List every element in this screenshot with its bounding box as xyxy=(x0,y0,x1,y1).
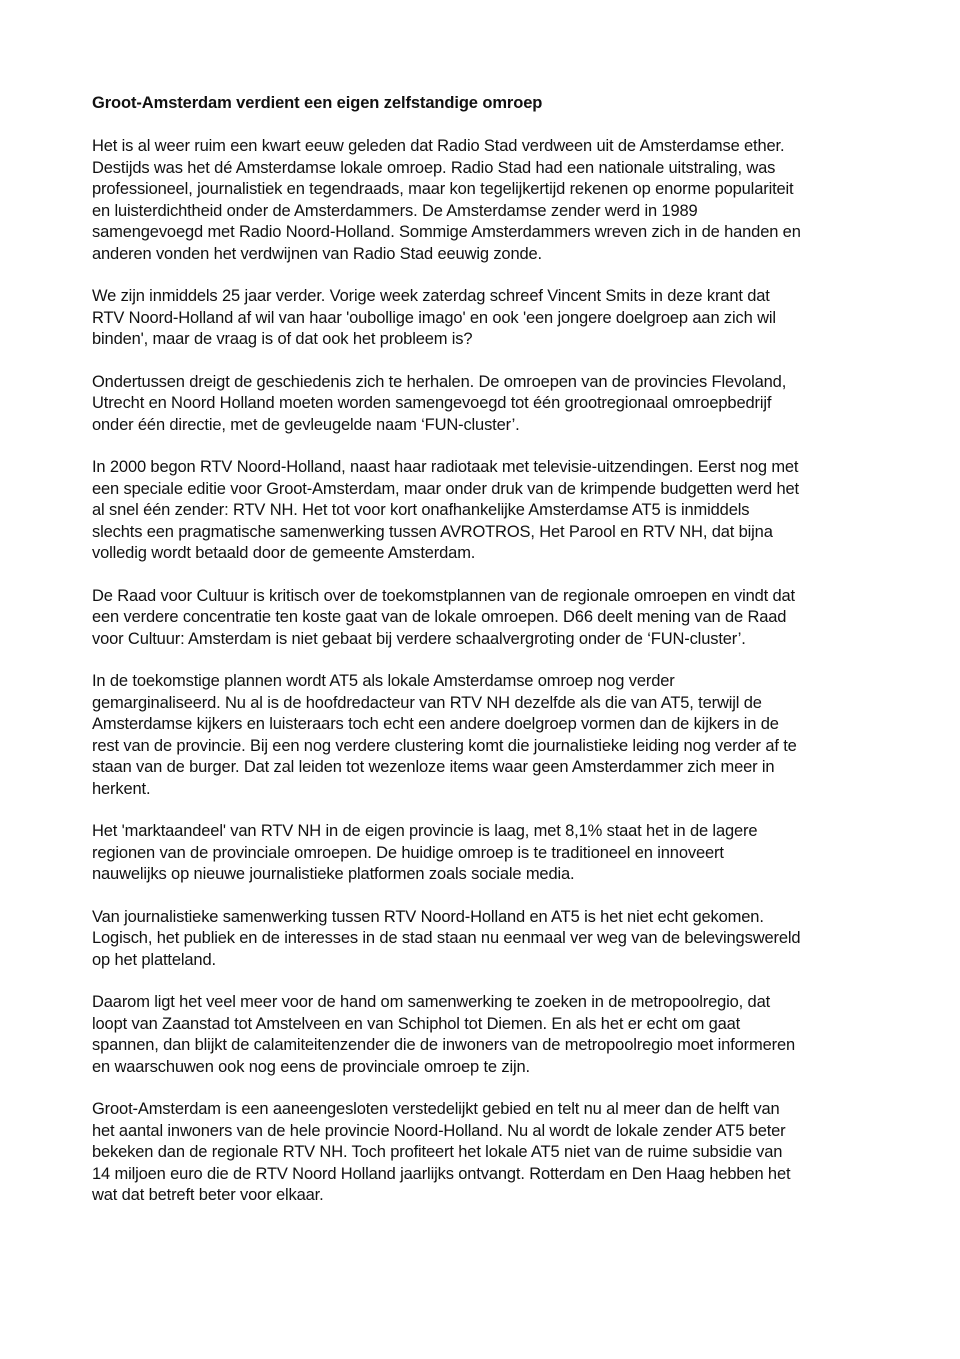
document-body xyxy=(92,136,892,1207)
paragraph-line: Ondertussen dreigt de geschiedenis zich te herhalen. De omroepen van de provincies Flevoland, xyxy=(92,372,787,391)
paragraph-line: nauwelijks op nieuwe journalistieke platformen zoals sociale media. xyxy=(92,865,575,883)
paragraph-line: Utrecht en Noord Holland moeten worden samengevoegd tot één grootregionaal omroepbedrijf xyxy=(92,394,772,412)
paragraph-line: anderen vonden het verdwijnen van Radio Stad eeuwig zonde. xyxy=(92,244,542,263)
paragraph xyxy=(92,671,892,800)
paragraph-line: In 2000 begon RTV Noord-Holland, naast haar radiotaak met televisie-uitzendingen. Eerst nog met xyxy=(92,458,799,476)
paragraph-line: loopt van Zaanstad tot Amstelveen en van Schiphol tot Diemen. En als het er echt om gaat xyxy=(92,1014,741,1033)
paragraph-line: op het platteland. xyxy=(92,950,216,969)
paragraph-line: spannen, dan blijkt de calamiteitenzender die de inwoners van de metropoolregio moet informeren xyxy=(92,1036,796,1054)
paragraph-line: Amsterdamse kijkers en luisteraars toch echt een andere doelgroep vormen dan de kijkers in de xyxy=(92,715,779,733)
paragraph-line: In de toekomstige plannen wordt AT5 als lokale Amsterdamse omroep nog verder xyxy=(92,672,675,690)
paragraph-line: gemarginaliseerd. Nu al is de hoofdredacteur van RTV NH dezelfde als die van AT5, terwijl de xyxy=(92,693,762,712)
paragraph-line: een verdere concentratie ten koste gaat van de lokale omroepen. D66 deelt mening van de Raad xyxy=(92,608,787,626)
paragraph xyxy=(92,136,892,265)
paragraph-line: We zijn inmiddels 25 jaar verder. Vorige week zaterdag schreef Vincent Smits in deze krant dat xyxy=(92,287,770,305)
paragraph-line: onder één directie, met de gevleugelde naam ‘FUN-cluster’. xyxy=(92,415,520,434)
paragraph xyxy=(92,1099,892,1207)
paragraph-line: bekeken dan de regionale RTV NH. Toch profiteert het lokale AT5 niet van de ruime subsidie van xyxy=(92,1143,783,1161)
paragraph-line: voor Cultuur: Amsterdam is niet gebaat bij verdere schaalvergroting onder de ‘FUN-cluster’. xyxy=(92,629,746,648)
document-title: Groot-Amsterdam verdient een eigen zelfstandige omroep xyxy=(92,94,543,112)
paragraph-line: en waarschuwen ook nog eens de provinciale omroep te zijn. xyxy=(92,1057,530,1076)
paragraph-line: een speciale editie voor Groot-Amsterdam, maar onder druk van de krimpende budgetten werd het xyxy=(92,479,799,498)
document-page xyxy=(92,92,892,1228)
paragraph-line: staan van de burger. Dat zal leiden tot wezenloze items waar geen Amsterdammer zich meer in xyxy=(92,758,775,776)
paragraph-line: De Raad voor Cultuur is kritisch over de toekomstplannen van de regionale omroepen en vindt dat xyxy=(92,586,795,605)
paragraph xyxy=(92,286,892,351)
paragraph-line: en luisterdichtheid onder de Amsterdammers. De Amsterdamse zender werd in 1989 xyxy=(92,201,698,220)
paragraph-line: Van journalistieke samenwerking tussen RTV Noord-Holland en AT5 is het niet echt gekomen. xyxy=(92,907,764,926)
paragraph-line: Destijds was het dé Amsterdamse lokale omroep. Radio Stad had een nationale uitstraling, was xyxy=(92,158,776,177)
paragraph-line: Daarom ligt het veel meer voor de hand om samenwerking te zoeken in de metropoolregio, dat xyxy=(92,993,771,1011)
paragraph-line: Groot-Amsterdam is een aaneengesloten verstedelijkt gebied en telt nu al meer dan de helft van xyxy=(92,1100,780,1118)
paragraph xyxy=(92,372,892,437)
paragraph-line: Het 'marktaandeel' van RTV NH in de eigen provincie is laag, met 8,1% staat het in de lagere xyxy=(92,822,758,840)
paragraph-line: binden', maar de vraag is of dat ook het probleem is? xyxy=(92,330,473,348)
paragraph-line: RTV Noord-Holland af wil van haar 'oubollige imago' en ook 'een jongere doelgroep aan zich wil xyxy=(92,308,776,327)
paragraph-line: wat dat betreft beter voor elkaar. xyxy=(92,1186,324,1204)
paragraph-line: Logisch, het publiek en de interesses in de stad staan nu eenmaal ver weg van de belevingswereld xyxy=(92,929,801,947)
paragraph xyxy=(92,457,892,565)
paragraph xyxy=(92,992,892,1078)
paragraph-line: het aantal inwoners van de hele provincie Noord-Holland. Nu al wordt de lokale zender AT5 beter xyxy=(92,1121,786,1140)
paragraph xyxy=(92,586,892,651)
paragraph-line: al snel één zender: RTV NH. Het tot voor kort onafhankelijke Amsterdamse AT5 is inmiddels xyxy=(92,501,750,519)
paragraph-line: slechts een pragmatische samenwerking tussen AVROTROS, Het Parool en RTV NH, dat bijna xyxy=(92,522,773,541)
paragraph xyxy=(92,907,892,972)
paragraph-line: regionen van de provinciale omroepen. De huidige omroep is te traditioneel en innoveert xyxy=(92,843,724,862)
paragraph-line: samengevoegd met Radio Noord-Holland. Sommige Amsterdammers wreven zich in de handen en xyxy=(92,223,801,241)
paragraph-line: volledig wordt betaald door de gemeente Amsterdam. xyxy=(92,544,476,562)
paragraph-line: herkent. xyxy=(92,779,151,798)
paragraph-line: professioneel, journalistiek en tegendraads, maar kon tegelijkertijd rekenen op enorme populariteit xyxy=(92,180,794,198)
paragraph xyxy=(92,821,892,886)
paragraph-line: rest van de provincie. Bij een nog verdere clustering komt die journalistieke leiding nog verder af te xyxy=(92,736,797,755)
paragraph-line: Het is al weer ruim een kwart eeuw geleden dat Radio Stad verdween uit de Amsterdamse ether. xyxy=(92,137,785,155)
paragraph-line: 14 miljoen euro die de RTV Noord Holland jaarlijks ontvangt. Rotterdam en Den Haag hebben het xyxy=(92,1164,791,1183)
